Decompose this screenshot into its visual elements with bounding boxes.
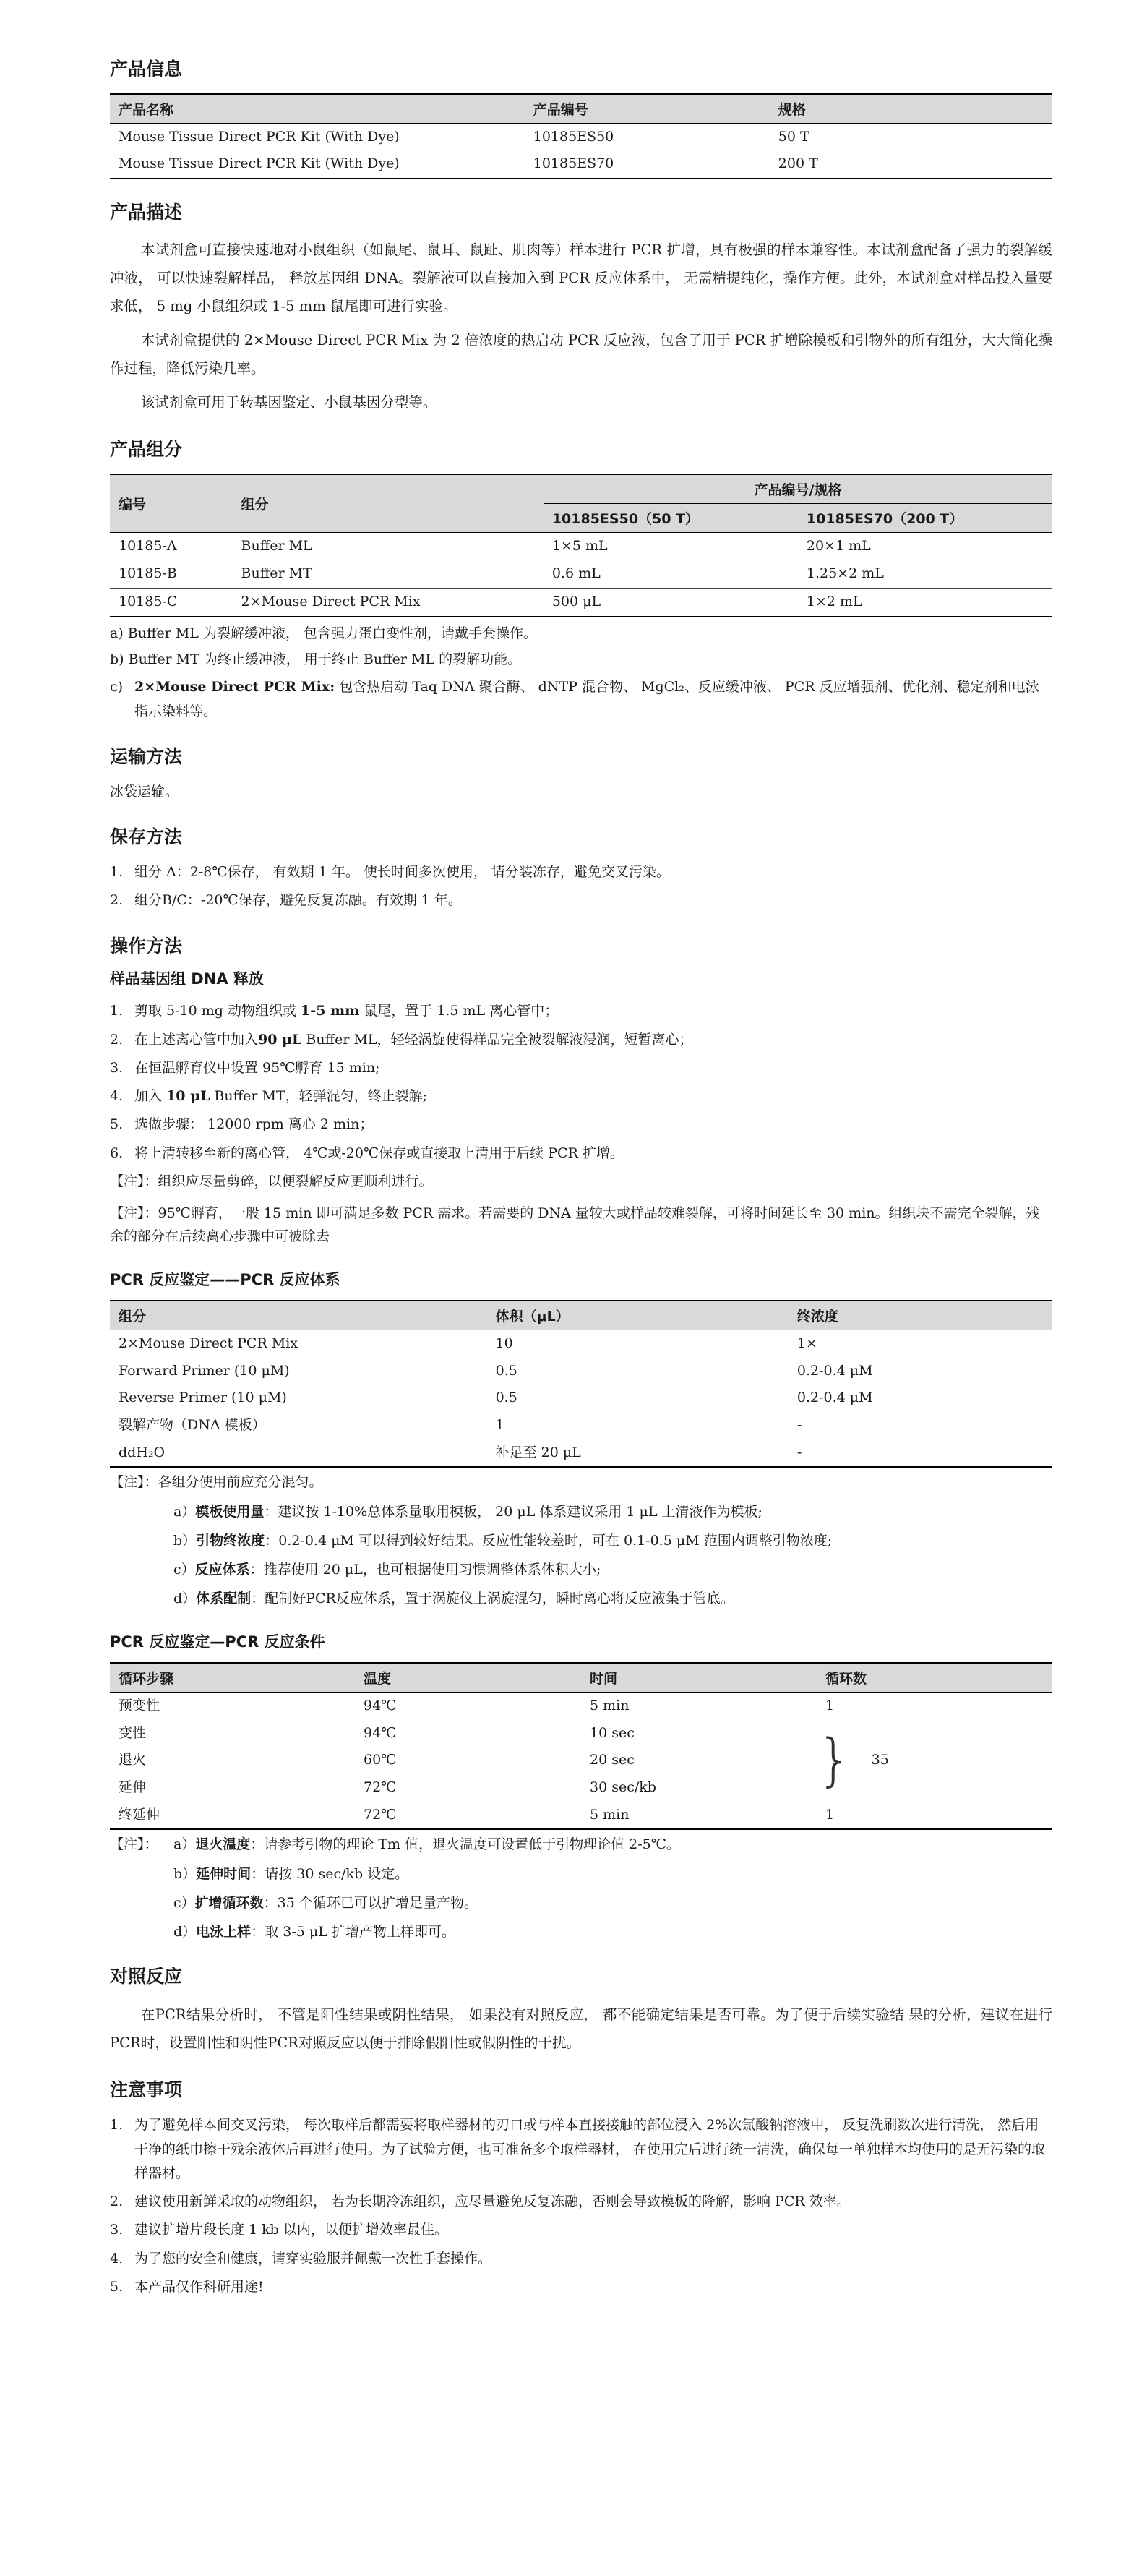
description-heading: 产品描述	[110, 201, 183, 223]
sub-lead: c）	[173, 1894, 195, 1911]
sub-note	[173, 1558, 1052, 1581]
table-row	[110, 150, 1052, 179]
list-item	[110, 2247, 1052, 2271]
cell: 10185-B	[110, 560, 233, 589]
list-item	[110, 2190, 1052, 2214]
step-item	[110, 1113, 1052, 1137]
step-number: 3.	[110, 1059, 124, 1076]
pcr-conditions-section	[110, 1633, 1052, 1944]
cell: 5 min	[589, 1806, 630, 1823]
col-group: 产品编号/规格	[544, 474, 1052, 504]
list-item	[110, 2113, 1052, 2186]
note-bold: 2×Mouse Direct PCR Mix:	[134, 679, 335, 696]
shipping-section	[110, 745, 1052, 804]
components-section	[110, 438, 1052, 724]
sub-bold: 体系配制	[196, 1591, 252, 1607]
cell: -	[796, 1444, 802, 1460]
control-section	[110, 1965, 1052, 2057]
step-bold: 90 μL	[258, 1031, 302, 1048]
operation-heading: 操作方法	[110, 935, 183, 957]
sub-note	[173, 1920, 1052, 1943]
item-text: 组分B/C：-20℃保存，避免反复冻融。有效期 1 年。	[134, 892, 462, 909]
step-text: Buffer ML，轻轻涡旋使得样品完全被裂解液浸润，短暂离心；	[301, 1031, 693, 1048]
shipping-text: 冰袋运输。	[110, 784, 179, 800]
cell: Forward Primer (10 μM)	[119, 1362, 290, 1379]
cell: 10185-C	[110, 589, 233, 617]
item-text: 为了您的安全和健康，请穿实验服并佩戴一次性手套操作。	[134, 2250, 492, 2267]
cell: 退火	[119, 1752, 147, 1768]
col-es50: 10185ES50（50 T）	[544, 503, 798, 532]
sub-text: ：建议按 1-10%总体系量取用模板， 20 μL 体系建议采用 1 μL 上清液作为模板;	[264, 1503, 762, 1520]
cell: Buffer MT	[233, 560, 544, 589]
item-number: 2.	[110, 2194, 124, 2210]
col-spec: 规格	[770, 94, 1052, 124]
pcr-system-section	[110, 1270, 1052, 1611]
cell: 预变性	[119, 1698, 160, 1714]
cell: 补足至 20 μL	[495, 1444, 581, 1460]
table-row	[110, 123, 1052, 150]
item-number: 2.	[110, 892, 124, 909]
description-paragraph: 本试剂盒可直接快速地对小鼠组织（如鼠尾、鼠耳、鼠趾、肌肉等）样本进行 PCR 扩增，具有极强的样本兼容性。本试剂盒配备了强力的裂解缓冲液， 可以快速裂解样品， 释放基因组 DNA。裂解液可以直接加入到 PCR 反应体系中， 无需精提纯化，操作方便。此外，本试剂盒对样品投入量要求低， 5 mg 小鼠组织或 1-5 mm 鼠尾即可进行实验。	[110, 241, 1052, 315]
sub-text: ：配制好PCR反应体系，置于涡旋仪上涡旋混匀，瞬时离心将反应液集于管底。	[251, 1591, 734, 1607]
dna-release-subheading: 样品基因组 DNA 释放	[110, 970, 264, 988]
cell: ddH₂O	[119, 1444, 166, 1460]
product-info-heading: 产品信息	[110, 59, 183, 80]
sub-note	[173, 1587, 1052, 1610]
shipping-heading: 运输方法	[110, 745, 183, 767]
note-lead: c)	[110, 679, 124, 696]
cell: Buffer ML	[233, 532, 544, 560]
note-lead: 【注】：	[110, 1836, 158, 1853]
cell: 5 min	[589, 1698, 630, 1714]
sub-text: ：35 个循环已可以扩增足量产物。	[263, 1894, 478, 1911]
cell: 10185ES70	[533, 155, 614, 172]
cell: 10185ES50	[533, 128, 614, 145]
item-text: 本产品仅作科研用途!	[134, 2278, 264, 2295]
operation-note: 【注】：95℃孵育，一般 15 min 即可满足多数 PCR 需求。若需要的 DNA 量较大或样品较难裂解，可将时间延长至 30 min。组织块不需完全裂解，残余的部分在后续离心步骤中可被除去	[110, 1205, 1040, 1245]
brace-glyph: }	[816, 1728, 853, 1794]
sub-bold: 电泳上样	[196, 1924, 252, 1940]
step-item	[110, 1028, 1052, 1052]
step-text: 在上述离心管中加入	[134, 1031, 259, 1048]
cell: 0.5	[495, 1362, 517, 1379]
step-item	[110, 1084, 1052, 1108]
item-text: 组分 A：2-8℃保存， 有效期 1 年。 使长时间多次使用， 请分装冻存，避免交叉污染。	[134, 864, 670, 881]
cell: 60℃	[364, 1752, 397, 1768]
item-number: 3.	[110, 2222, 124, 2238]
col-cycles: 循环数	[817, 1663, 1052, 1693]
sub-bold: 退火温度	[195, 1836, 251, 1853]
cell: 裂解产物（DNA 模板）	[119, 1417, 266, 1433]
sub-text: ：请按 30 sec/kb 设定。	[251, 1865, 409, 1882]
table-row	[110, 560, 1052, 589]
sub-bold: 反应体系	[194, 1562, 250, 1578]
step-item	[110, 1142, 1052, 1165]
pcr-conditions-table	[110, 1662, 1052, 1830]
cell: 1×	[796, 1335, 817, 1352]
cell: 1	[495, 1417, 504, 1433]
cell: 延伸	[119, 1779, 147, 1795]
col-id: 编号	[110, 474, 233, 533]
pcr-conditions-heading: PCR 反应鉴定—PCR 反应条件	[110, 1633, 325, 1651]
step-text: Buffer MT，轻弹混匀，终止裂解;	[210, 1088, 428, 1105]
cell: 0.2-0.4 μM	[796, 1390, 873, 1406]
step-number: 5.	[110, 1116, 124, 1133]
step-text: 将上清转移至新的离心管， 4℃或-20℃保存或直接取上清用于后续 PCR 扩增。	[134, 1144, 624, 1161]
step-item	[110, 1056, 1052, 1080]
step-bold: 1-5 mm	[301, 1003, 360, 1019]
cell: 1.25×2 mL	[798, 560, 1052, 589]
sub-bold: 延伸时间	[196, 1865, 252, 1882]
notes-section	[110, 2079, 1052, 2299]
table-row	[110, 1330, 1052, 1358]
table-row	[110, 1693, 1052, 1720]
storage-heading: 保存方法	[110, 826, 183, 847]
sub-lead: b）	[173, 1532, 197, 1549]
item-text: 建议使用新鲜采取的动物组织， 若为长期冷冻组织，应尽量避免反复冻融，否则会导致模板的降解，影响 PCR 效率。	[134, 2194, 851, 2210]
col-product-name: 产品名称	[110, 94, 525, 124]
col-component: 组分	[110, 1301, 487, 1330]
note-text: 包含热启动 Taq DNA 聚合酶、 dNTP 混合物、 MgCl₂、反应缓冲液、 PCR 反应增强剂、优化剂、稳定剂和电泳指示染料等。	[134, 679, 1039, 719]
step-text: 加入	[134, 1088, 167, 1105]
sub-text: ：取 3-5 μL 扩增产物上样即可。	[251, 1924, 455, 1940]
pcr-system-heading: PCR 反应鉴定——PCR 反应体系	[110, 1270, 340, 1288]
sub-note	[173, 1891, 1052, 1914]
cell: 20 sec	[589, 1752, 635, 1768]
control-paragraph: 在PCR结果分析时， 不管是阳性结果或阴性结果， 如果没有对照反应， 都不能确定结果是否可靠。为了便于后续实验结 果的分析，建议在进行PCR时，设置阳性和阴性PCR对照反应以便于排除假阳性或假阴性的干扰。	[110, 2006, 1052, 2051]
col-es70: 10185ES70（200 T）	[798, 503, 1052, 532]
description-section	[110, 201, 1052, 417]
sub-note	[173, 1862, 1052, 1886]
cell: 变性	[119, 1724, 147, 1741]
cell: 1×5 mL	[544, 532, 798, 560]
cell: 0.6 mL	[544, 560, 798, 589]
description-paragraph: 该试剂盒可用于转基因鉴定、小鼠基因分型等。	[140, 394, 437, 411]
table-row	[110, 1358, 1052, 1385]
components-table	[110, 474, 1052, 617]
cell: 72℃	[364, 1806, 397, 1823]
cell: 10185-A	[110, 532, 233, 560]
cell: 2×Mouse Direct PCR Mix	[233, 589, 544, 617]
list-item	[110, 889, 1052, 912]
cell: 500 μL	[544, 589, 798, 617]
item-text: 为了避免样本间交叉污染， 每次取样后都需要将取样器材的刃口或与样本直接接触的部位浸入 2%次氯酸钠溶液中， 反复洗刷数次进行清洗， 然后用干净的纸巾擦干残余液体后再进行使用。为了试验方便，也可准备多个取样器材， 在使用完后进行统一清洗，确保每一单独样本均使用的是无污染的取样器材。	[134, 2117, 1046, 2181]
table-row	[110, 1412, 1052, 1439]
cell: Mouse Tissue Direct PCR Kit (With Dye)	[119, 155, 400, 172]
cell: 1×2 mL	[798, 589, 1052, 617]
sub-bold: 扩增循环数	[194, 1894, 264, 1911]
col-temperature: 温度	[355, 1663, 581, 1693]
sub-lead: a）	[173, 1503, 196, 1520]
step-bold: 10 μL	[166, 1088, 210, 1105]
cell: 2×Mouse Direct PCR Mix	[119, 1335, 298, 1352]
sub-text: ：推荐使用 20 μL，也可根据使用习惯调整体系体积大小;	[249, 1562, 601, 1578]
cell: 终延伸	[119, 1806, 160, 1823]
cell: 0.5	[495, 1390, 517, 1406]
list-item	[110, 2275, 1052, 2299]
sub-lead: a）	[173, 1836, 196, 1853]
sub-lead: d）	[173, 1924, 197, 1940]
sub-lead: d）	[173, 1591, 197, 1607]
cell: 1	[825, 1698, 835, 1714]
list-item	[110, 860, 1052, 884]
sub-bold: 引物终浓度	[196, 1532, 265, 1549]
step-text: 鼠尾，置于 1.5 mL 离心管中；	[359, 1003, 559, 1019]
note-text: 为裂解缓冲液， 包含强力蛋白变性剂，请戴手套操作。	[198, 625, 538, 641]
product-info-section	[110, 58, 1052, 179]
cell: 94℃	[364, 1698, 397, 1714]
col-final-conc: 终浓度	[789, 1301, 1052, 1330]
sub-text: ：0.2-0.4 μM 可以得到较好结果。反应性能较差时，可在 0.1-0.5 μM 范围内调整引物浓度;	[265, 1532, 833, 1549]
sub-note	[173, 1500, 1052, 1523]
pcr-conditions-note	[110, 1833, 1052, 1856]
cell: Mouse Tissue Direct PCR Kit (With Dye)	[119, 128, 400, 145]
component-note	[110, 648, 1052, 671]
table-row	[110, 1802, 1052, 1830]
storage-section	[110, 826, 1052, 913]
sub-note	[173, 1529, 1052, 1552]
operation-section	[110, 935, 1052, 1249]
description-paragraph: 本试剂盒提供的 2×Mouse Direct PCR Mix 为 2 倍浓度的热启动 PCR 反应液，包含了用于 PCR 扩增除模板和引物外的所有组分，大大简化操作过程，降低污染几率。	[110, 332, 1052, 377]
list-item	[110, 2218, 1052, 2242]
note-lead: b) Buffer MT	[110, 651, 199, 667]
step-number: 4.	[110, 1088, 124, 1105]
cell: 10	[495, 1335, 513, 1352]
col-component: 组分	[233, 474, 544, 533]
note-text: 为终止缓冲液， 用于终止 Buffer ML 的裂解功能。	[199, 651, 522, 667]
item-number: 4.	[110, 2250, 124, 2267]
item-number: 1.	[110, 864, 124, 881]
control-heading: 对照反应	[110, 1966, 183, 1987]
cycles-value: 35	[871, 1752, 889, 1768]
cell: Reverse Primer (10 μM)	[119, 1390, 287, 1406]
table-row	[110, 532, 1052, 560]
item-text: 建议扩增片段长度 1 kb 以内，以便扩增效率最佳。	[134, 2222, 448, 2238]
col-time: 时间	[581, 1663, 817, 1693]
note-lead: a) Buffer ML	[110, 625, 199, 641]
component-note	[110, 622, 1052, 645]
col-step: 循环步骤	[110, 1663, 355, 1693]
cell: 30 sec/kb	[589, 1779, 656, 1795]
cell: 1	[825, 1806, 835, 1823]
step-text: 剪取 5-10 mg 动物组织或	[134, 1003, 301, 1019]
operation-note: 【注】：组织应尽量剪碎，以便裂解反应更顺利进行。	[110, 1173, 433, 1189]
step-text: 在恒温孵育仪中设置 95℃孵育 15 min;	[134, 1059, 380, 1076]
sub-lead: c）	[173, 1562, 195, 1578]
item-number: 5.	[110, 2278, 124, 2295]
component-note	[110, 675, 1052, 724]
step-number: 2.	[110, 1031, 124, 1048]
step-item	[110, 999, 1052, 1023]
pcr-system-table	[110, 1300, 1052, 1468]
sub-text: ：请参考引物的理论 Tm 值，退火温度可设置低于引物理论值 2-5℃。	[250, 1836, 681, 1853]
step-number: 6.	[110, 1144, 124, 1161]
cell: 50 T	[778, 128, 809, 145]
cycles-group-cell	[817, 1720, 1052, 1802]
table-row	[110, 589, 1052, 617]
cell: 10 sec	[589, 1724, 635, 1741]
cell: 72℃	[364, 1779, 397, 1795]
sub-lead: b）	[173, 1865, 197, 1882]
step-text: 选做步骤： 12000 rpm 离心 2 min；	[134, 1116, 374, 1133]
item-number: 1.	[110, 2117, 124, 2134]
cell: 0.2-0.4 μM	[796, 1362, 873, 1379]
pcr-system-note: 【注】：各组分使用前应充分混匀。	[110, 1474, 323, 1491]
table-row	[110, 1439, 1052, 1468]
document-page	[110, 58, 1052, 2321]
col-volume: 体积（μL）	[487, 1301, 789, 1330]
cell: 20×1 mL	[798, 532, 1052, 560]
table-row	[110, 1720, 1052, 1747]
cell: 200 T	[778, 155, 818, 172]
components-heading: 产品组分	[110, 439, 183, 461]
col-product-code: 产品编号	[525, 94, 770, 124]
step-number: 1.	[110, 1003, 124, 1019]
product-info-table	[110, 93, 1052, 179]
cell: 94℃	[364, 1724, 397, 1741]
table-row	[110, 1385, 1052, 1412]
sub-bold: 模板使用量	[195, 1503, 265, 1520]
cell: -	[796, 1417, 802, 1433]
notes-heading: 注意事项	[110, 2079, 183, 2100]
